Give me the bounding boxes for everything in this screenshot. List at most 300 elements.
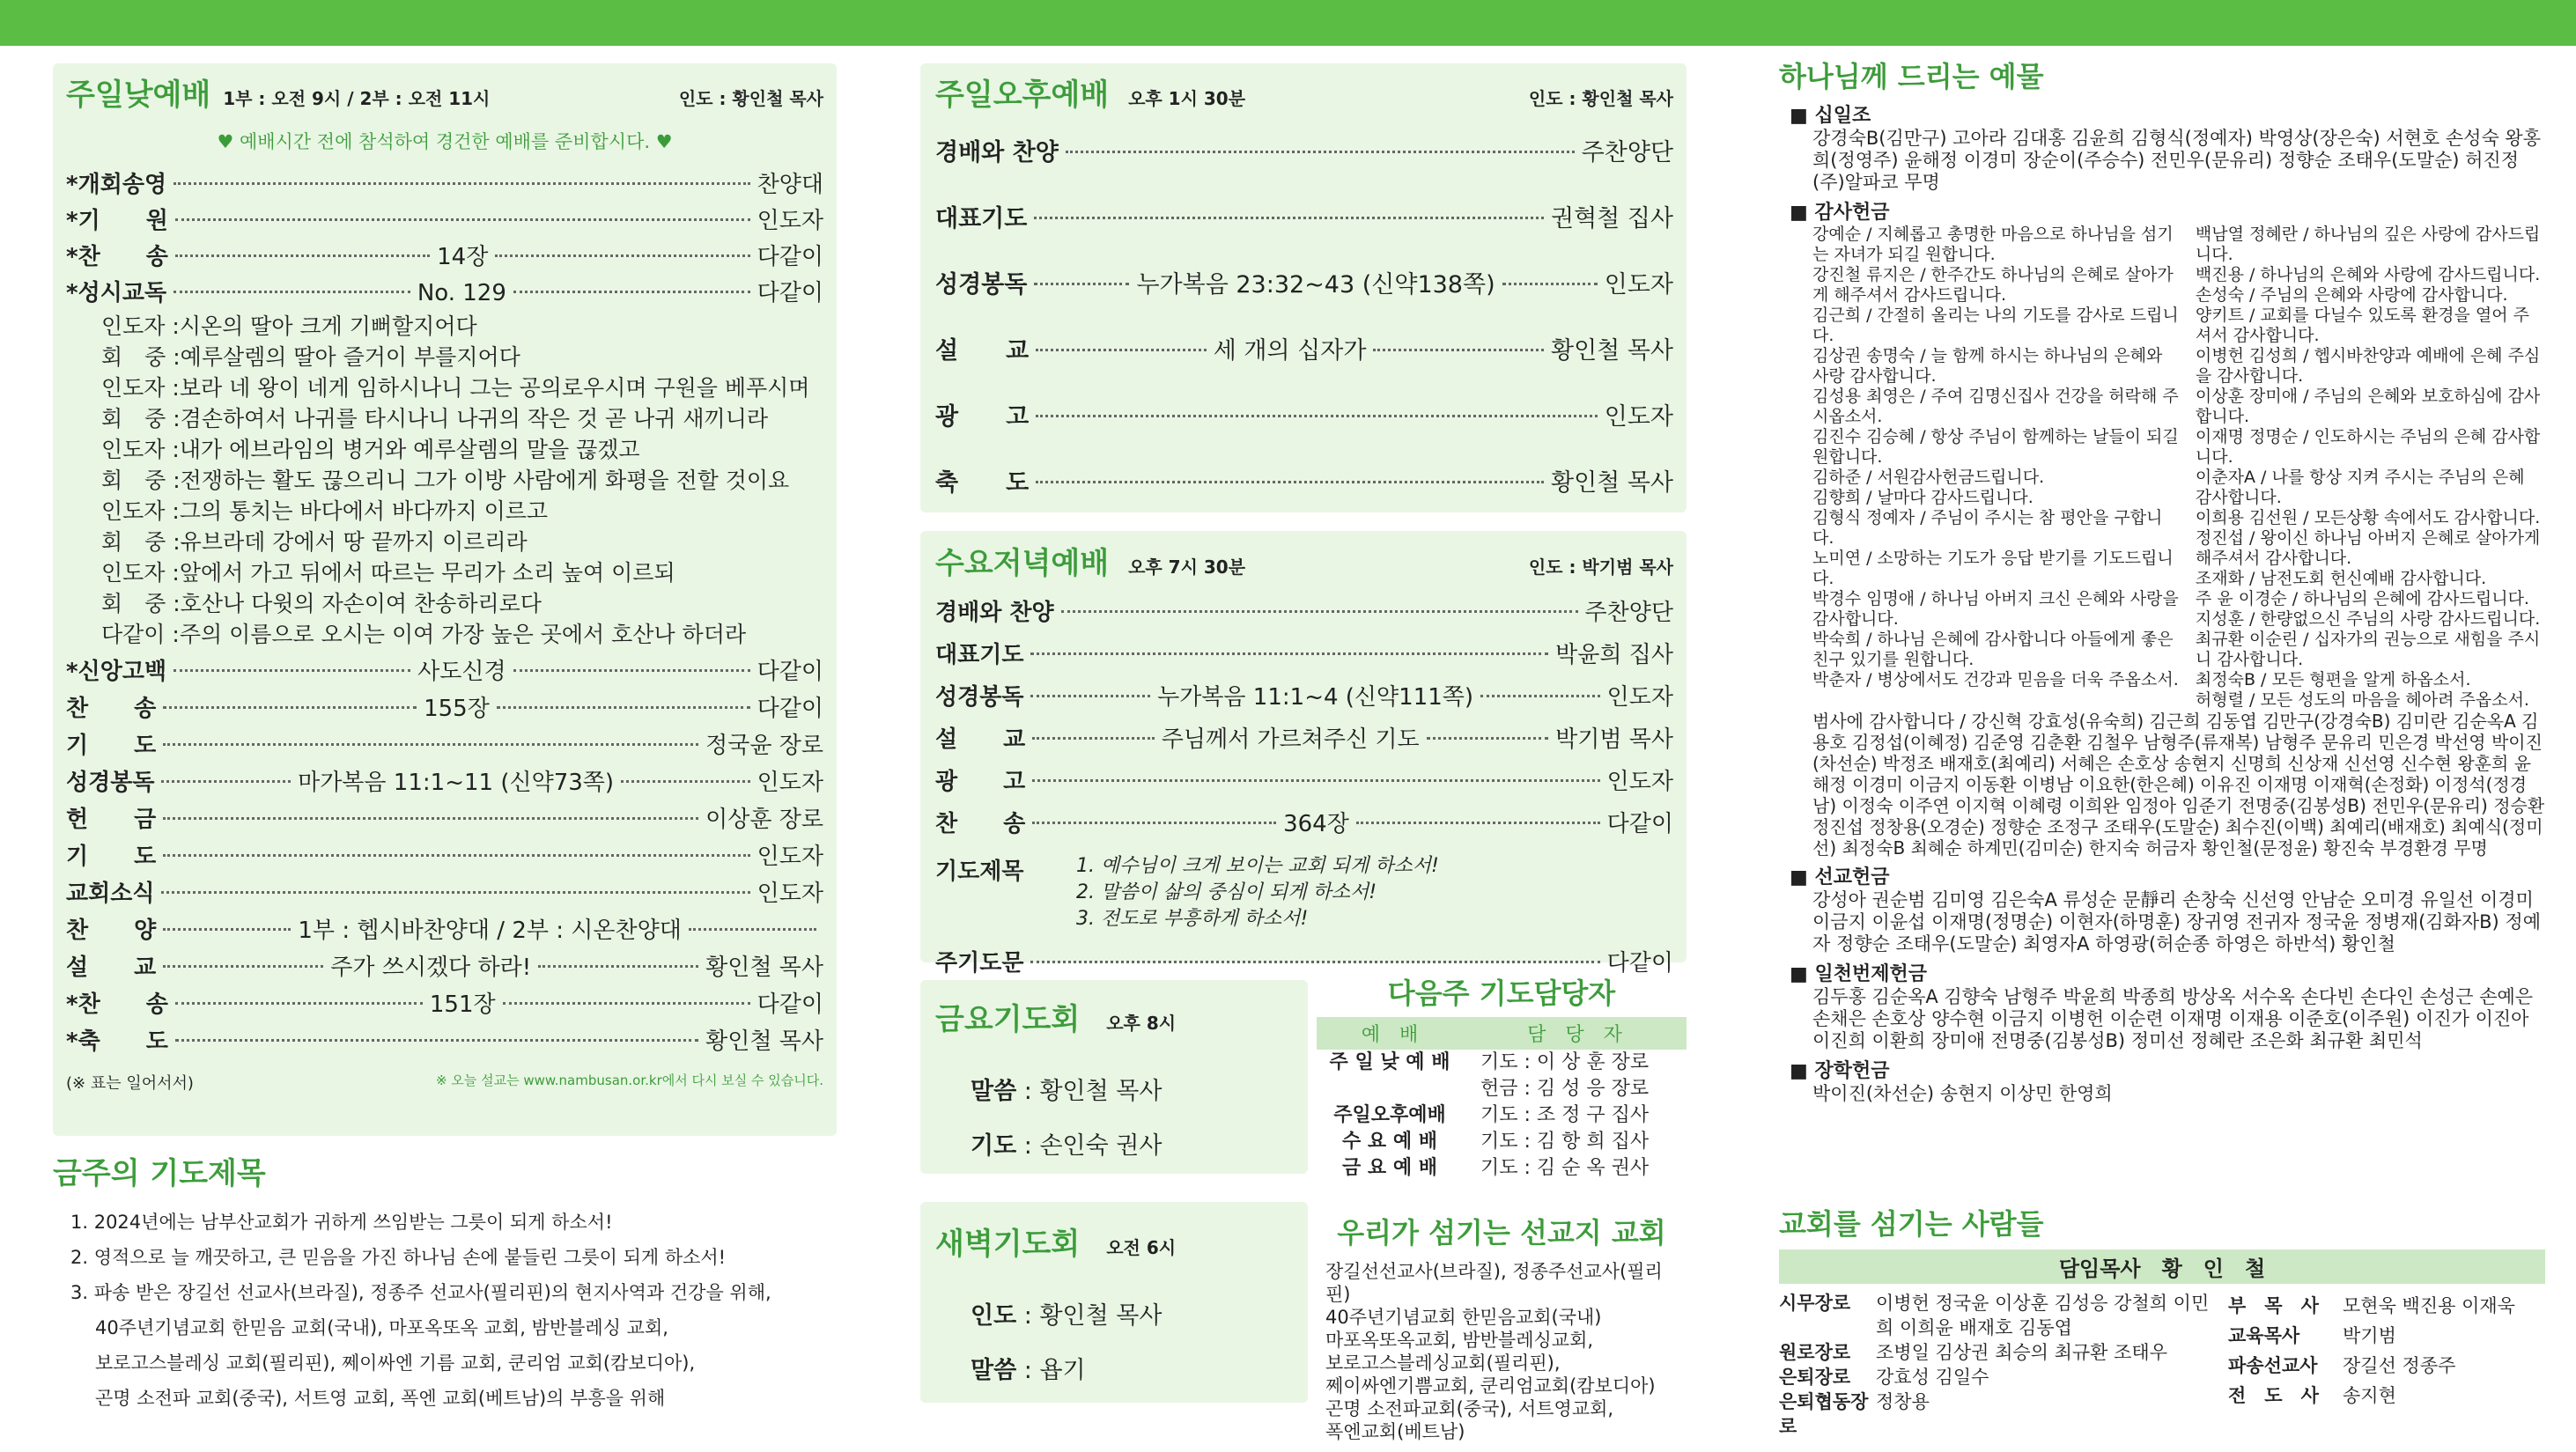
order-label: 기 도 (66, 733, 157, 759)
missionary-line: 마포옥또옥교회, 밤반블레싱교회, (1325, 1330, 1594, 1351)
order-row (66, 912, 823, 949)
order-content: 세 개의 십자가 (1213, 337, 1367, 365)
order-label: *축 도 (66, 1028, 168, 1055)
leader-dots (1030, 695, 1150, 697)
thanks-entry: 이재명 정명순 / 인도하시는 주님의 은혜 감사합니다. (2195, 427, 2541, 467)
thanks-entry: 지성훈 / 한량없으신 주님의 사랑 감사드립니다. (2195, 609, 2541, 629)
dawn-line (971, 1344, 1296, 1398)
order-label: *찬 송 (66, 991, 168, 1018)
thanks-entry: 백진용 / 하나님의 은혜와 사랑에 감사드립니다. (2195, 265, 2541, 284)
responsive-speaker: 회 중 : (101, 529, 181, 555)
order-content: 364장 (1283, 811, 1349, 837)
sunday-afternoon-time: 오후 1시 30분 (1128, 88, 1246, 109)
friday-line-key: 기도 (971, 1132, 1017, 1160)
leader-dots (163, 928, 291, 931)
standing-note: (※ 표는 일어서서) (66, 1074, 194, 1093)
order-label: *기 원 (66, 208, 168, 234)
thanks-label: ■ 감사헌금 (1790, 202, 1890, 224)
order-row (935, 721, 1673, 763)
responsive-text: 앞에서 가고 뒤에서 따르는 무리가 소리 높여 이르되 (179, 560, 675, 586)
worship-notice: ♥ 예배시간 전에 참석하여 경건한 예배를 준비합시다. ♥ (217, 131, 673, 152)
wednesday-order-list (935, 594, 1673, 848)
prayer-topic-item: 보로고스블레싱 교회(필리핀), 쩨이싸엔 기름 교회, 쿤리엄 교회(캄보디아), (95, 1352, 696, 1374)
responsive-text: 예루살렘의 딸아 즐거이 부를지어다 (180, 344, 520, 370)
order-person: 황인철 목사 (705, 954, 824, 981)
staff-title: 교회를 섬기는 사람들 (1779, 1207, 2044, 1241)
sunday-morning-section (66, 70, 823, 1094)
responsive-text: 전쟁하는 활도 끊으리니 그가 이방 사람에게 화평을 전할 것이요 (180, 468, 790, 493)
next-week-row (1317, 1129, 1687, 1155)
thanks-entry: 강진철 류지은 / 한주간도 하나님의 은혜로 살아가게 해주셔서 감사드립니다. (1812, 265, 2174, 305)
lords-prayer-label: 주기도문 (935, 950, 1024, 977)
leader-dots (163, 817, 698, 820)
thanks-entry: 손성숙 / 주님의 은혜와 사랑에 감사합니다. (2195, 285, 2508, 305)
responsive-text: 유브라데 강에서 땅 끝까지 이르리라 (180, 529, 528, 555)
friday-line-value: 황인철 목사 (1039, 1078, 1163, 1105)
thanks-left-list (1812, 225, 2180, 711)
staff-row (1779, 1291, 2219, 1340)
order-content: 누가복음 23:32~43 (신약138쪽) (1136, 271, 1495, 299)
thanks-entry: 조재화 / 남전도회 헌신예배 감사합니다. (2195, 569, 2487, 588)
order-label: 설 교 (935, 726, 1026, 753)
order-row (935, 331, 1673, 397)
staff-role: 은퇴장로 (1779, 1367, 1851, 1388)
order-label: 성경봉독 (935, 684, 1024, 711)
order-person: 다같이 (757, 696, 823, 722)
order-person: 황인철 목사 (705, 1028, 823, 1055)
leader-dots (495, 254, 749, 257)
next-week-row (1317, 1102, 1687, 1129)
order-label: 광 고 (935, 403, 1030, 431)
sunday-morning-time: 1부 : 오전 9시 / 2부 : 오전 11시 (223, 88, 491, 109)
next-week-row (1317, 1155, 1687, 1182)
responsive-text: 내가 에브라임의 병거와 예루살렘의 말을 끊겠고 (179, 437, 640, 462)
staff-role: 은퇴협동장로 (1779, 1391, 1869, 1437)
friday-title: 금요기도회 (935, 1002, 1081, 1037)
order-person: 황인철 목사 (1551, 337, 1673, 365)
offerings-title: 하나님께 드리는 예물 (1779, 60, 2044, 93)
leader-dots (175, 218, 750, 221)
responsive-line (101, 311, 823, 342)
next-week-service: 금 요 예 배 (1342, 1157, 1437, 1179)
responsive-speaker: 인도자 : (101, 560, 180, 586)
order-row (66, 1023, 823, 1060)
leader-dots (1032, 737, 1155, 740)
responsive-line (101, 496, 823, 527)
next-week-section (1317, 971, 1687, 1182)
sunday-afternoon-leader: 인도 : 황인철 목사 (1528, 88, 1673, 109)
leader-dots (1036, 349, 1207, 351)
wednesday-prayer-label: 기도제목 (935, 859, 1024, 885)
order-label: 성경봉독 (66, 770, 155, 796)
top-green-bar (0, 0, 2576, 46)
responsive-text: 보라 네 왕이 네게 임하시나니 그는 공의로우시며 구원을 베푸시며 (179, 375, 810, 401)
thanks-entry: 박춘자 / 병상에서도 건강과 믿음을 더욱 주옵소서. (1812, 670, 2179, 689)
order-row (66, 801, 823, 838)
order-label: *찬 송 (66, 244, 168, 270)
thanks-entry: 김향희 / 날마다 감사드립니다. (1812, 488, 2033, 507)
next-week-people (1463, 1155, 1687, 1182)
responsive-line (101, 372, 823, 403)
leader-dots (1480, 695, 1600, 697)
next-week-col2: 담 당 자 (1527, 1024, 1622, 1046)
staff-role: 시무장로 (1779, 1293, 1851, 1314)
wednesday-time: 오후 7시 30분 (1128, 556, 1246, 578)
missionary-line: 장길선선교사(브라질), 정종주선교사(필리핀) (1325, 1261, 1663, 1305)
staff-row (2228, 1351, 2545, 1381)
thanks-names: 범사에 감사합니다 / 강신혁 강효성(유숙희) 김근희 김동엽 김만구(강경숙B) 김미란 김순옥A 김용호 김정섭(이혜정) 김준영 김춘환 김철우 남형주(류재복) 남형주 문유리 민은경 박선영 박이진(차선순) 박정조 배재호(최예리) 서혜은 손호상 송현지 신명희 신상재 신선영 신수현 왕훈희 윤해정 이경미 이금지 이동환 이병남 이요한(한은혜) 이유진 이재명 이재혁(손정화) 이정석(정경남) 이정숙 이주연 이지혁 이혜령 이희완 임정아 임준기 전명중(김봉성B) 전민우(문유리) 정승환 정진섭 정창용(오경순) 정향순 조정구 조태우(도말순) 최수진(이백) 최예리(배재호) 최예식(정미선) 최정숙B 최혜순 하계민(김미순) 한지숙 허금자 황인철(문정윤) 황진숙 부경환경 무명 (1812, 711, 2545, 859)
leader-dots (161, 891, 749, 894)
order-label: 찬 송 (66, 696, 157, 722)
tithe-text: 강경숙B(김만구) 고아라 김대홍 김윤희 김형식(정예자) 박영상(장은숙) 서현호 손성숙 왕홍희(정영주) 윤해정 이경미 장순이(주승수) 전민우(문유리) 정향순 조태우(도말순) 허진정 (주)알파코 무명 (1812, 128, 2541, 193)
responsive-line (101, 342, 823, 372)
staff-names: 송지현 (2343, 1385, 2396, 1406)
thanks-entry: 이춘자A / 나를 항상 지켜 주시는 주님의 은혜 감사합니다. (2195, 468, 2525, 507)
order-label: *성시교독 (66, 280, 167, 306)
friday-line-value: 손인숙 권사 (1039, 1132, 1163, 1160)
order-list-2 (66, 653, 823, 1060)
order-content: 155장 (424, 696, 490, 722)
leader-dots (1061, 610, 1578, 613)
staff-role: 전 도 사 (2228, 1385, 2319, 1406)
scholar-label: ■ 장학헌금 (1790, 1060, 1890, 1082)
order-content: 151장 (429, 991, 496, 1018)
prayer-topics-section (53, 1149, 845, 1416)
sunday-morning-leader: 인도 : 황인철 목사 (678, 88, 823, 109)
next-week-title: 다음주 기도담당자 (1387, 977, 1616, 1010)
missionary-title: 우리가 섬기는 선교지 교회 (1337, 1216, 1666, 1249)
leader-dots (503, 1002, 750, 1005)
order-person: 인도자 (757, 770, 824, 796)
leader-dots (513, 669, 750, 672)
next-week-row (1317, 1050, 1687, 1102)
order-row (935, 199, 1673, 265)
next-week-person: 기도 : 김 항 희 집사 (1480, 1131, 1650, 1153)
responsive-text: 주의 이름으로 오시는 이여 가장 높은 곳에서 호산나 하더라 (179, 622, 747, 647)
responsive-speaker: 회 중 : (101, 591, 181, 616)
responsive-speaker: 인도자 : (101, 498, 180, 524)
prayer-topic-item: 곤명 소전파 교회(중국), 서트영 교회, 폭엔 교회(베트남)의 부흥을 위해 (95, 1388, 666, 1409)
next-week-service: 수 요 예 배 (1342, 1131, 1437, 1153)
leader-dots (163, 965, 323, 968)
dawn-section (935, 1220, 1296, 1398)
missionary-line: 폭엔교회(베트남) (1325, 1421, 1465, 1442)
order-row (935, 265, 1673, 331)
leader-dots (1030, 652, 1548, 655)
order-person: 인도자 (1604, 403, 1673, 431)
leader-dots (163, 706, 417, 709)
order-content: 누가복음 11:1~4 (신약111쪽) (1157, 684, 1474, 711)
responsive-line (101, 557, 823, 588)
thanks-entry: 이희용 김선원 / 모든상황 속에서도 감사합니다. (2195, 508, 2541, 527)
order-person: 주찬양단 (1584, 600, 1673, 626)
mission-text: 강성아 권순범 김미영 김은숙A 류성순 문靜리 손창숙 신선영 안남순 오미경 유일선 이경미 이금지 이윤섭 이재명(정명순) 이현자(하명훈) 장귀영 전귀자 정국윤 정병재(김화자B) 정예자 정향순 조태우(도말순) 최영자A 하영광(허순종 하영은 하반석) 황인철 (1812, 889, 2541, 954)
order-row (935, 763, 1673, 806)
leader-dots (621, 780, 750, 783)
responsive-line (101, 465, 823, 496)
missionary-section (1317, 1211, 1687, 1443)
leader-dots (175, 254, 430, 257)
responsive-text: 겸손하여서 나귀를 타시나니 나귀의 작은 것 곧 나귀 새끼니라 (180, 406, 768, 431)
friday-section (935, 995, 1296, 1174)
offerings-section (1779, 55, 2545, 1105)
staff-row (2228, 1321, 2545, 1351)
missionary-line: 쩨이싸엔기쁨교회, 쿤리엄교회(캄보디아) (1325, 1375, 1656, 1397)
order-person: 다같이 (757, 280, 824, 306)
daily-label: ■ 일천번제헌금 (1790, 963, 1927, 985)
thanks-entry: 최정숙B / 모든 형편을 알게 하옵소서. (2195, 670, 2471, 689)
thanks-entry: 허형렬 / 모든 성도의 마음을 헤아려 주옵소서. (2195, 690, 2529, 710)
staff-names: 강효성 김일수 (1876, 1367, 1989, 1388)
staff-right (2228, 1291, 2545, 1439)
order-row (935, 397, 1673, 463)
thanks-entry: 김성용 최영은 / 주여 김명신집사 건강을 허락해 주시옵소서. (1812, 387, 2179, 426)
staff-role: 교육목사 (2228, 1325, 2300, 1346)
responsive-speaker: 회 중 : (101, 406, 181, 431)
friday-line-sep: : (1016, 1078, 1040, 1105)
wednesday-prayer-item: 3. 전도로 부흥하게 하소서! (1076, 908, 1309, 930)
leader-dots (161, 780, 291, 783)
missionary-line: 40주년기념교회 한믿음교회(국내) (1325, 1307, 1602, 1328)
order-row (935, 806, 1673, 848)
sunday-afternoon-title: 주일오후예배 (935, 77, 1110, 113)
friday-line (971, 1119, 1296, 1174)
wednesday-prayer-list (1076, 853, 1439, 932)
order-label: 성경봉독 (935, 271, 1028, 299)
order-person: 다같이 (1606, 811, 1673, 837)
next-week-people (1463, 1050, 1687, 1102)
next-week-service: 주 일 낮 예 배 (1329, 1051, 1450, 1073)
next-week-person: 기도 : 이 상 훈 장로 (1480, 1051, 1650, 1073)
leader-dots (1032, 822, 1276, 824)
order-row (66, 653, 823, 690)
order-label: 축 도 (935, 469, 1030, 497)
thanks-entry: 양키트 / 교회를 다닐수 있도록 환경을 열어 주셔서 감사합니다. (2195, 306, 2529, 345)
leader-dots (1066, 151, 1575, 153)
dawn-line-value: 욥기 (1039, 1357, 1086, 1384)
senior-pastor-bar: 담임목사 황 인 철 (1779, 1249, 2545, 1284)
order-label: 설 교 (66, 954, 157, 981)
responsive-speaker: 인도자 : (101, 437, 180, 462)
next-week-service: 주일오후예배 (1333, 1104, 1446, 1126)
thanks-entry: 박숙희 / 하나님 은혜에 감사합니다 아들에게 좋은 친구 있기를 원합니다. (1812, 630, 2174, 669)
order-content: No. 129 (417, 280, 506, 306)
order-label: 대표기도 (935, 642, 1024, 668)
staff-row (2228, 1291, 2545, 1321)
order-person: 권혁철 집사 (1551, 205, 1673, 232)
order-person: 인도자 (1606, 684, 1674, 711)
scholar-text: 박이진(차선순) 송현지 이상민 한영희 (1812, 1083, 2113, 1104)
order-row (66, 949, 823, 986)
staff-row (1779, 1340, 2219, 1365)
thanks-entry: 노미연 / 소망하는 기도가 응답 받기를 기도드립니다. (1812, 549, 2174, 588)
order-row (66, 690, 823, 727)
wednesday-prayer-item: 1. 예수님이 크게 보이는 교회 되게 하소서! (1076, 855, 1439, 877)
leader-dots (1502, 283, 1598, 285)
thanks-entry: 최규환 이순린 / 십자가의 권능으로 새힘을 주시니 감사합니다. (2195, 630, 2541, 669)
order-row (935, 637, 1673, 679)
order-person: 다같이 (757, 244, 823, 270)
thanks-entry: 이병헌 김성희 / 헵시바찬양과 예배에 은혜 주심을 감사합니다. (2195, 346, 2541, 386)
thanks-entry: 강예순 / 지혜롭고 총명한 마음으로 하나님을 섬기는 자녀가 되길 원합니다. (1812, 225, 2174, 264)
missionary-line: 보로고스블레싱교회(필리핀), (1325, 1352, 1561, 1374)
leader-dots (1356, 822, 1600, 824)
order-label: 헌 금 (66, 807, 157, 833)
thanks-entry: 김근희 / 간절히 올리는 나의 기도를 감사로 드립니다. (1812, 306, 2179, 345)
responsive-speaker: 인도자 : (101, 313, 180, 339)
order-row (935, 463, 1673, 529)
prayer-topics-title: 금주의 기도제목 (53, 1156, 266, 1191)
dawn-title: 새벽기도회 (935, 1227, 1081, 1262)
leader-dots (1036, 415, 1598, 417)
friday-line-key: 말씀 (971, 1078, 1017, 1105)
staff-row (1779, 1365, 2219, 1389)
order-label: 찬 송 (935, 811, 1026, 837)
order-person: 박기범 목사 (1555, 726, 1673, 753)
leader-dots (175, 1002, 423, 1005)
leader-dots (689, 928, 816, 931)
prayer-topic-item: 3. 파송 받은 장길선 선교사(브라질), 정종주 선교사(필리핀)의 현지사역과 건강을 위해, (70, 1282, 771, 1303)
thanks-right-list (2196, 225, 2545, 711)
sunday-morning-title: 주일낮예배 (66, 77, 211, 113)
thanks-entry: 김상권 송명숙 / 늘 함께 하시는 하나님의 은혜와 사랑 감사합니다. (1812, 346, 2163, 386)
prayer-topic-item: 40주년기념교회 한믿음 교회(국내), 마포옥또옥 교회, 밤반블레싱 교회, (95, 1317, 668, 1338)
thanks-entry: 백남열 정혜란 / 하나님의 깊은 사랑에 감사드립니다. (2195, 225, 2541, 264)
responsive-line (101, 527, 823, 557)
next-week-people (1463, 1129, 1687, 1155)
dawn-line-key: 인도 (971, 1302, 1017, 1330)
leader-dots (163, 743, 698, 746)
order-label: 경배와 찬양 (935, 139, 1059, 166)
responsive-speaker: 회 중 : (101, 344, 181, 370)
order-row (66, 838, 823, 875)
sermon-web-note: ※ 오늘 설교는 www.nambusan.or.kr에서 다시 보실 수 있습니다. (436, 1072, 823, 1088)
order-row (66, 239, 823, 275)
dawn-line-value: 황인철 목사 (1039, 1302, 1163, 1330)
order-content: 마가복음 11:1~11 (신약73쪽) (298, 770, 615, 796)
order-content: 사도신경 (417, 659, 506, 685)
staff-role: 부 목 사 (2228, 1295, 2319, 1316)
leader-dots (1427, 737, 1549, 740)
leader-dots (1034, 217, 1544, 219)
prayer-topic-item: 2. 영적으로 늘 깨끗하고, 큰 믿음을 가진 하나님 손에 붙들린 그릇이 되게 하소서! (70, 1247, 727, 1268)
order-row (935, 594, 1673, 637)
order-label: *신앙고백 (66, 659, 167, 685)
order-row (66, 275, 823, 311)
order-label: 교회소식 (66, 881, 155, 907)
order-person: 인도자 (757, 881, 823, 907)
order-row (66, 166, 823, 203)
staff-names: 조병일 김상권 최승의 최규환 조태우 (1876, 1342, 2167, 1363)
order-content: 주가 쓰시겠다 하라! (330, 954, 532, 981)
staff-names: 모현욱 백진용 이재욱 (2343, 1295, 2515, 1316)
thanks-entry: 정진섭 / 왕이신 하나님 아버지 은혜로 살아가게 해주셔서 감사합니다. (2195, 528, 2541, 568)
thanks-entry: 김하준 / 서원감사헌금드립니다. (1812, 468, 2045, 487)
daily-text: 김두홍 김순옥A 김향숙 남형주 박윤희 박종희 방상옥 서수옥 손다빈 손다인 손성근 손예은 손채은 손호상 양수현 이금지 이병헌 이순련 이재명 이재용 이준호(이주원) 이진가 이진아 이진희 이환희 장미애 전명중(김봉성B) 정미선 정혜란 조은화 최규환 최민석 (1812, 986, 2534, 1051)
responsive-reading (101, 311, 823, 650)
responsive-text: 시온의 딸아 크게 기뻐할지어다 (179, 313, 477, 339)
order-row (66, 764, 823, 801)
responsive-line (101, 403, 823, 434)
order-label: 기 도 (66, 844, 157, 870)
dawn-line-sep: : (1016, 1357, 1040, 1384)
order-row (66, 986, 823, 1023)
prayer-topics-list (70, 1205, 845, 1416)
wednesday-prayer-item: 2. 말씀이 삶의 중심이 되게 하소서! (1076, 881, 1377, 903)
leader-dots (173, 182, 750, 185)
order-content: 주님께서 가르쳐주신 기도 (1161, 726, 1420, 753)
responsive-speaker: 인도자 : (101, 375, 180, 401)
staff-names: 정창용 (1876, 1391, 1930, 1412)
order-person: 인도자 (1604, 271, 1673, 299)
leader-dots (513, 291, 750, 293)
missionary-line: 곤명 소전파교회(중국), 서트영교회, (1325, 1398, 1614, 1419)
thanks-entry: 김진수 김승혜 / 항상 주님이 함께하는 날들이 되길 원합니다. (1812, 427, 2179, 467)
leader-dots (1036, 481, 1544, 483)
responsive-line (101, 588, 823, 619)
order-row (935, 133, 1673, 199)
dawn-line (971, 1289, 1296, 1344)
next-week-person: 헌금 : 김 성 응 장로 (1480, 1078, 1650, 1100)
sunday-afternoon-section (935, 70, 1673, 529)
friday-lines (971, 1065, 1296, 1174)
order-label: 경배와 찬양 (935, 600, 1054, 626)
next-week-table (1317, 1017, 1687, 1182)
staff-row (2228, 1381, 2545, 1411)
next-week-col1: 예 배 (1361, 1024, 1419, 1046)
leader-dots (1373, 349, 1544, 351)
wednesday-section (935, 539, 1673, 977)
staff-names: 박기범 (2343, 1325, 2396, 1346)
order-person: 인도자 (757, 844, 823, 870)
leader-dots (497, 706, 750, 709)
order-label: 찬 양 (66, 918, 157, 944)
wednesday-leader: 인도 : 박기범 목사 (1528, 556, 1673, 578)
dawn-line-key: 말씀 (971, 1357, 1017, 1384)
order-person: 정국윤 장로 (705, 733, 823, 759)
staff-left (1779, 1291, 2219, 1439)
thanks-entry: 이상훈 장미애 / 주님의 은혜와 보호하심에 감사합니다. (2195, 387, 2541, 426)
responsive-speaker: 다같이 : (101, 622, 180, 647)
order-label: 설 교 (935, 337, 1030, 365)
wednesday-title: 수요저녁예배 (935, 546, 1110, 581)
afternoon-order-list (935, 133, 1673, 529)
order-person: 황인철 목사 (1551, 469, 1673, 497)
staff-role: 파송선교사 (2228, 1355, 2318, 1376)
order-label: 광 고 (935, 769, 1026, 795)
thanks-entry: 박경수 임명애 / 하나님 아버지 크신 은혜와 사랑을 감사합니다. (1812, 589, 2179, 629)
order-row (935, 679, 1673, 721)
order-list-1 (66, 166, 823, 311)
staff-section (1779, 1202, 2545, 1439)
friday-time: 오후 8시 (1106, 1013, 1177, 1034)
responsive-speaker: 회 중 : (101, 468, 181, 493)
leader-dots (1032, 779, 1599, 782)
responsive-line (101, 619, 823, 650)
order-person: 이상훈 장로 (705, 807, 823, 833)
next-week-people (1463, 1102, 1687, 1129)
staff-names: 이병헌 정국윤 이상훈 김성응 강철희 이민희 이희윤 배재호 김동엽 (1876, 1293, 2210, 1338)
lords-prayer-right: 다같이 (1606, 950, 1673, 977)
leader-dots (163, 854, 749, 857)
next-week-person: 기도 : 조 정 구 집사 (1480, 1104, 1650, 1126)
order-person: 박윤희 집사 (1555, 642, 1673, 668)
order-person: 인도자 (757, 208, 823, 234)
order-person: 다같이 (757, 659, 824, 685)
next-week-person: 기도 : 김 순 옥 권사 (1480, 1157, 1650, 1179)
order-person: 찬양대 (757, 172, 823, 198)
thanks-entry: 주 윤 이경순 / 하나님의 은혜에 감사드립니다. (2195, 589, 2529, 608)
